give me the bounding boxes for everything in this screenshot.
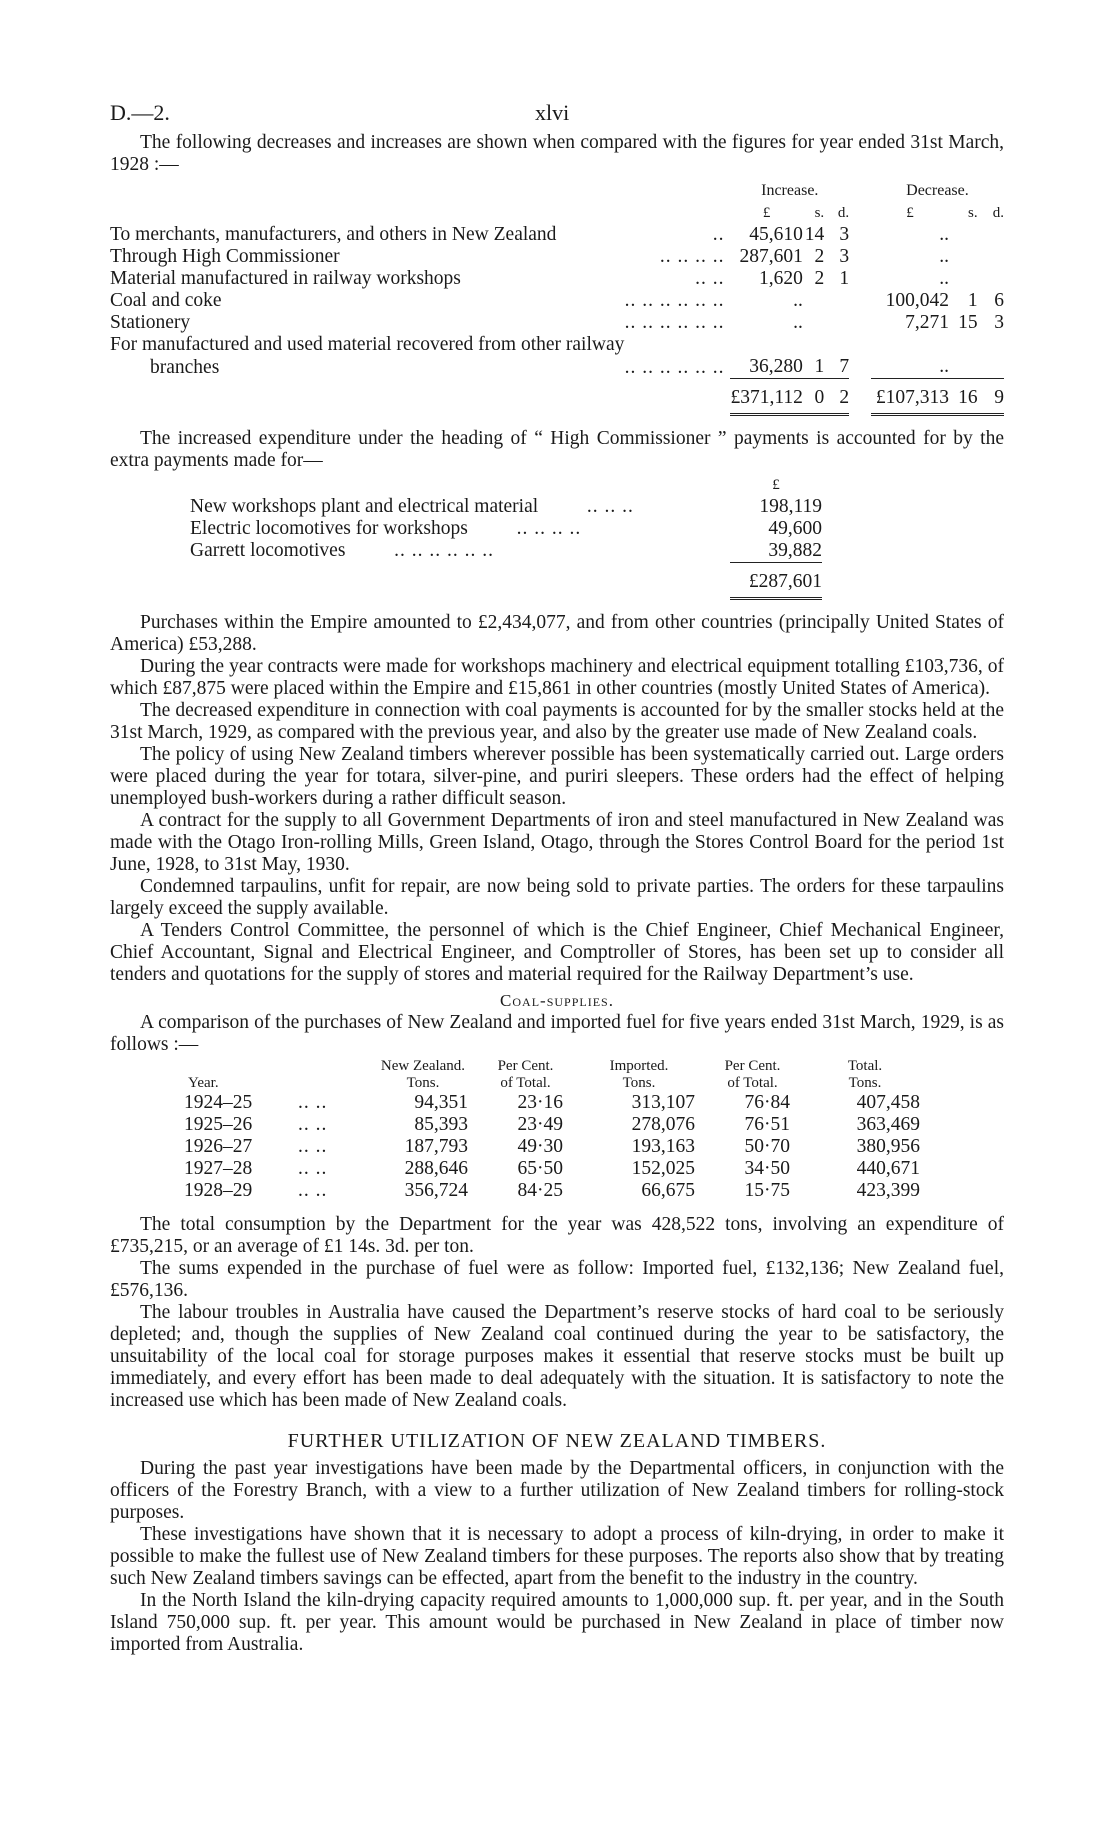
dot-leader: .. .. .. .. .. .. xyxy=(624,312,725,333)
table-row xyxy=(110,356,1004,379)
nz-pct-cell: 23·16 xyxy=(517,1092,563,1113)
imp-pct-cell: 50·70 xyxy=(744,1136,790,1157)
total-tons-cell: 380,956 xyxy=(856,1136,920,1157)
imported-tons-cell: 193,163 xyxy=(631,1136,695,1157)
page-number: xlvi xyxy=(535,100,570,125)
body-section-2 xyxy=(110,1214,1004,1412)
imported-header: Imported. xyxy=(609,1058,669,1074)
dot-leader: .. .. .. .. xyxy=(659,246,725,267)
year-cell: 1924–25 xyxy=(184,1092,253,1113)
increase-shillings: 14 xyxy=(804,224,825,245)
decrease-total-shillings: 16 xyxy=(949,379,978,415)
paragraph: Condemned tarpaulins, unfit for repair, are now being sold to private parties. The orders for these tarpaulins largely exceed the supply available. xyxy=(110,876,1004,919)
nz-tons-cell: 187,793 xyxy=(404,1136,468,1157)
increase-pounds: 36,280 xyxy=(749,356,803,377)
row-value: 39,882 xyxy=(768,540,822,561)
paragraph: During the past year investigations have been made by the Departmental officers, in conjunction with the officers of the Forestry Branch, with a view to a further utilization of New Zealand timbers for rolling-stock purposes. xyxy=(110,1458,1004,1523)
row-label: Stationery xyxy=(110,312,191,333)
row-label: Electric locomotives for workshops xyxy=(190,518,468,539)
decrease-pence xyxy=(978,224,1004,246)
imp-pct-unit: of Total. xyxy=(727,1075,778,1091)
total-header: Total. xyxy=(847,1058,883,1074)
table-row xyxy=(110,268,1004,290)
decrease-pounds: .. xyxy=(939,356,950,377)
increase-pence xyxy=(824,312,849,334)
unit-shillings: s. xyxy=(814,205,825,221)
paragraph: During the year contracts were made for workshops machinery and electrical equipment totalling £103,736, of which £87,875 were placed within the Empire and £15,861 in other countries (mostly United States of America). xyxy=(110,656,1004,699)
decrease-shillings xyxy=(949,224,978,246)
dot-leader: .. .. xyxy=(298,1136,328,1157)
table-row xyxy=(190,496,822,518)
dot-leader: .. .. xyxy=(298,1158,328,1179)
increase-decrease-table xyxy=(110,180,1004,416)
timbers-heading: FURTHER UTILIZATION OF NEW ZEALAND TIMBERS. xyxy=(287,1430,827,1452)
nz-pct-cell: 49·30 xyxy=(517,1136,563,1157)
nz-pct-header: Per Cent. xyxy=(497,1058,554,1074)
dot-leader: .. .. .. .. .. .. xyxy=(624,290,725,311)
decrease-pence xyxy=(978,268,1004,290)
coal-intro-paragraph: A comparison of the purchases of New Zealand and imported fuel for five years ended 31st March, 1929, is as follows :— xyxy=(110,1012,1004,1055)
imp-pct-cell: 76·51 xyxy=(744,1114,790,1135)
nz-tons-cell: 94,351 xyxy=(414,1092,468,1113)
nz-pct-cell: 84·25 xyxy=(517,1180,563,1201)
table-row xyxy=(110,246,1004,268)
total-tons-cell: 363,469 xyxy=(856,1114,920,1135)
dot-leader: .. .. .. xyxy=(586,496,634,517)
document-page xyxy=(110,98,1004,1656)
decrease-pounds: 100,042 xyxy=(885,290,950,311)
increase-pounds: .. xyxy=(793,312,803,333)
nz-tons-cell: 288,646 xyxy=(404,1158,468,1179)
decrease-total-pounds: £107,313 xyxy=(871,379,949,415)
row-label: Coal and coke xyxy=(110,290,222,311)
paragraph: The total consumption by the Department for the year was 428,522 tons, involving an expenditure of £735,215, or an average of £1 14s. 3d. per ton. xyxy=(110,1214,1004,1257)
nz-pct-cell: 65·50 xyxy=(517,1158,563,1179)
page-header xyxy=(110,98,1004,132)
paragraph: The labour troubles in Australia have caused the Department’s reserve stocks of hard coal to be seriously depleted; and, though the supplies of New Zealand coal continued during the year to be satisfactory, the unsuitability of the local coal for storage purposes makes it essential that reserve stocks must be built up immediately, and every effort has been made to deal adequately with the situation. It is satisfactory to note the increased use which has been made of New Zealand coals. xyxy=(110,1302,1004,1411)
table-row xyxy=(184,1114,920,1136)
body-section-1 xyxy=(110,612,1004,986)
table-row xyxy=(110,334,1004,356)
unit-shillings: s. xyxy=(968,205,978,221)
increase-shillings: 2 xyxy=(814,246,825,267)
high-commissioner-paragraph: The increased expenditure under the heading of “ High Commissioner ” payments is accounted for by the extra payments made for— xyxy=(110,428,1004,471)
increase-pounds: 45,610 xyxy=(749,224,803,245)
imp-pct-header: Per Cent. xyxy=(724,1058,781,1074)
decrease-shillings: 1 xyxy=(967,290,978,311)
dot-leader: .. .. xyxy=(298,1114,328,1135)
decrease-header: Decrease. xyxy=(906,182,969,199)
body-section-3 xyxy=(110,1458,1004,1656)
increase-pounds: 1,620 xyxy=(759,268,803,289)
row-label: Through High Commissioner xyxy=(110,246,340,267)
year-cell: 1927–28 xyxy=(184,1158,253,1179)
year-cell: 1925–26 xyxy=(184,1114,253,1135)
paragraph: The policy of using New Zealand timbers wherever possible has been systematically carried out. Large orders were placed during the year for totara, silver-pine, and puriri sleepers. These orders had the effect of helping unemployed bush-workers during a rather difficult season. xyxy=(110,744,1004,809)
unit-pounds: £ xyxy=(906,205,914,221)
paragraph: The decreased expenditure in connection with coal payments is accounted for by the smaller stocks held at the 31st March, 1929, as compared with the previous year, and also by the greater use made of New Zealand coals. xyxy=(110,700,1004,743)
increase-pounds: .. xyxy=(793,290,803,311)
paragraph: These investigations have shown that it is necessary to adopt a process of kiln-drying, in order to make it possible to make the fullest use of New Zealand timbers for these purposes. The reports also show that by treating such New Zealand timbers savings can be effected, apart from the benefit to the industry in the country. xyxy=(110,1524,1004,1589)
dot-leader: .. .. xyxy=(298,1092,328,1113)
table-row xyxy=(190,518,822,540)
imported-tons-cell: 152,025 xyxy=(631,1158,695,1179)
coal-supplies-table xyxy=(184,1058,920,1202)
nz-unit: Tons. xyxy=(406,1075,440,1091)
nz-tons-cell: 356,724 xyxy=(404,1180,468,1201)
increase-shillings: 2 xyxy=(814,268,825,289)
dot-leader: .. .. .. .. .. .. xyxy=(624,356,725,378)
total-tons-cell: 407,458 xyxy=(856,1092,920,1113)
row-value: 49,600 xyxy=(768,518,822,539)
decrease-pounds: .. xyxy=(939,246,950,267)
increase-total-pence: 2 xyxy=(824,379,849,415)
decrease-pence xyxy=(978,246,1004,268)
row-value: 198,119 xyxy=(759,496,822,517)
increase-pounds: 287,601 xyxy=(739,246,803,267)
dot-leader: .. .. xyxy=(695,268,725,289)
paragraph: The sums expended in the purchase of fuel were as follow: Imported fuel, £132,136; New Zealand fuel, £576,136. xyxy=(110,1258,1004,1301)
increase-shillings: 1 xyxy=(814,356,825,377)
imported-tons-cell: 278,076 xyxy=(631,1114,695,1135)
year-cell: 1928–29 xyxy=(184,1180,253,1201)
imported-unit: Tons. xyxy=(622,1075,656,1091)
increase-pence: 7 xyxy=(839,356,850,377)
decrease-pounds: 7,271 xyxy=(905,312,950,333)
year-header: Year. xyxy=(188,1075,219,1091)
increase-pence xyxy=(824,290,849,312)
row-label: Garrett locomotives xyxy=(190,540,346,562)
nz-pct-cell: 23·49 xyxy=(517,1114,563,1135)
unit-pounds: £ xyxy=(762,205,771,221)
coal-supplies-heading: Coal-supplies. xyxy=(500,991,614,1010)
increase-total-shillings: 0 xyxy=(803,379,824,415)
decrease-shillings xyxy=(949,246,978,268)
table-row xyxy=(110,224,1004,246)
increase-pence: 3 xyxy=(839,246,850,267)
increase-pence: 1 xyxy=(839,268,850,289)
totals-row xyxy=(110,379,1004,415)
document-code: D.—2. xyxy=(110,100,170,125)
table-row xyxy=(184,1092,920,1114)
high-commissioner-table xyxy=(190,474,822,600)
unit-pence: d. xyxy=(837,205,850,221)
paragraph: A contract for the supply to all Government Departments of iron and steel manufactured in New Zealand was made with the Otago Iron-rolling Mills, Green Island, Otago, through the Stores Control Board for the period 1st June, 1928, to 31st May, 1930. xyxy=(110,810,1004,875)
decrease-pounds: .. xyxy=(939,224,950,245)
year-cell: 1926–27 xyxy=(184,1136,253,1157)
dot-leader: .. .. xyxy=(298,1180,328,1201)
increase-header: Increase. xyxy=(761,182,819,199)
total-unit: Tons. xyxy=(848,1075,882,1091)
increase-pence: 3 xyxy=(839,224,850,245)
increase-shillings xyxy=(803,290,824,312)
dot-leader: .. .. .. .. .. .. xyxy=(394,540,495,562)
table-row xyxy=(110,290,1004,312)
paragraph: In the North Island the kiln-drying capacity required amounts to 1,000,000 sup. ft. per year, and in the South Island 750,000 sup. ft. per year. This amount would be purchased in New Zealand in place of timber now imported from Australia. xyxy=(110,1590,1004,1655)
paragraph: A Tenders Control Committee, the personnel of which is the Chief Engineer, Chief Mechanical Engineer, Chief Accountant, Signal and Electrical Engineer, and Comptroller of Stores, has been set up to consider all tenders and quotations for the supply of stores and material required for the Railway Department’s use. xyxy=(110,920,1004,985)
row-label-continued: branches xyxy=(150,356,220,378)
table-row xyxy=(184,1158,920,1180)
intro-paragraph: The following decreases and increases are shown when compared with the figures for year ended 31st March, 1928 :— xyxy=(110,132,1004,175)
decrease-total-pence: 9 xyxy=(978,379,1004,415)
dot-leader: .. .. .. .. xyxy=(516,518,582,539)
increase-shillings xyxy=(803,312,824,334)
row-label: Material manufactured in railway workshops xyxy=(110,268,461,289)
imp-pct-cell: 34·50 xyxy=(744,1158,790,1179)
table-row xyxy=(184,1180,920,1202)
dot-leader: .. xyxy=(712,224,725,245)
total-tons-cell: 440,671 xyxy=(856,1158,920,1179)
unit-pence: d. xyxy=(992,205,1004,221)
imported-tons-cell: 66,675 xyxy=(641,1180,695,1201)
decrease-pounds: .. xyxy=(939,268,950,289)
total-tons-cell: 423,399 xyxy=(856,1180,920,1201)
table-row xyxy=(190,540,822,563)
decrease-pence: 3 xyxy=(994,312,1004,333)
paragraph: Purchases within the Empire amounted to £2,434,077, and from other countries (principally United States of America) £53,288. xyxy=(110,612,1004,655)
imp-pct-cell: 15·75 xyxy=(744,1180,790,1201)
nz-header: New Zealand. xyxy=(380,1058,466,1074)
row-label: New workshops plant and electrical material xyxy=(190,496,539,517)
nz-tons-cell: 85,393 xyxy=(414,1114,468,1135)
table-row xyxy=(110,312,1004,334)
row-label: For manufactured and used material recovered from other railway xyxy=(110,334,625,355)
row-label: To merchants, manufacturers, and others in New Zealand xyxy=(110,224,557,245)
table-row xyxy=(184,1136,920,1158)
unit-pounds: £ xyxy=(772,477,780,493)
decrease-pence: 6 xyxy=(994,290,1004,311)
total-value: £287,601 xyxy=(730,563,822,599)
decrease-shillings: 15 xyxy=(958,312,978,333)
increase-total-pounds: £371,112 xyxy=(730,379,802,415)
decrease-shillings xyxy=(949,268,978,290)
nz-pct-unit: of Total. xyxy=(500,1075,551,1091)
totals-row xyxy=(190,563,822,599)
imported-tons-cell: 313,107 xyxy=(631,1092,695,1113)
imp-pct-cell: 76·84 xyxy=(744,1092,790,1113)
